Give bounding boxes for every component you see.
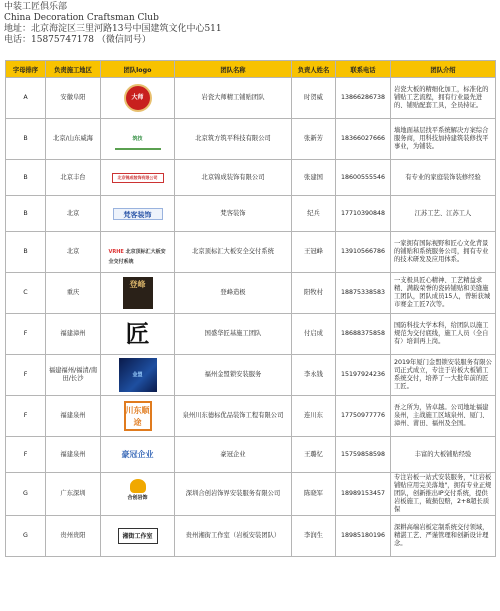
col-header-intro: 团队介绍 xyxy=(391,61,496,78)
row-leader: 付启成 xyxy=(292,314,336,355)
row-intro: 国防科技大学本科，给团队以施工规范为交付底线，施工人员（全自有）培训再上岗。 xyxy=(391,314,496,355)
row-team-name: 福州金盟锁安装服务 xyxy=(175,355,292,396)
row-letter: C xyxy=(6,273,46,314)
table-row xyxy=(6,437,496,473)
table-row xyxy=(6,314,496,355)
club-address: 地址：北京海淀区三里河路13号中国建筑文化中心511 xyxy=(4,24,222,34)
row-phone: 15759858598 xyxy=(336,437,391,473)
row-intro: 一支极具匠心精神、工艺精益求精、满载荣誉的瓷砖铺贴和美缝施工团队，团队成员15人，曾斩获城市赛金工匠7次等。 xyxy=(391,273,496,314)
row-region: 贵州贵阳 xyxy=(46,516,101,557)
row-phone: 17710390848 xyxy=(336,196,391,232)
row-intro: 2019年厦门金盟锁安装服务有限公司正式成立，专注于岩板大板铺工系统交付，培养了一大批年前的匠工匠。 xyxy=(391,355,496,396)
row-region: 重庆 xyxy=(46,273,101,314)
row-intro: 一家拥有国际视野和匠心文化背景的铺贴和系统服务公司，拥有专业的技术研发及应用体系。 xyxy=(391,232,496,273)
team-logo: 豪冠企业 xyxy=(114,448,162,462)
row-leader: 王冠峰 xyxy=(292,232,336,273)
row-letter: B xyxy=(6,160,46,196)
row-leader: 连川东 xyxy=(292,396,336,437)
col-header-logo: 团队logo xyxy=(101,61,175,78)
row-team-name: 梵客装饰 xyxy=(175,196,292,232)
row-intro: 岩瓷大板的精细化加工，标准化的铺贴工艺流程，拥有行业最先进的、铺贴配套工具，全员持证。 xyxy=(391,78,496,119)
row-region: 安徽阜阳 xyxy=(46,78,101,119)
row-phone: 18366027666 xyxy=(336,119,391,160)
row-phone: 15197924236 xyxy=(336,355,391,396)
row-phone: 18688375858 xyxy=(336,314,391,355)
table-row xyxy=(6,355,496,396)
table-row xyxy=(6,396,496,437)
table-row xyxy=(6,196,496,232)
row-intro: 丰富的大板铺贴经验 xyxy=(391,437,496,473)
table-row xyxy=(6,160,496,196)
row-region: 福建福州/福清/南田/长沙 xyxy=(46,355,101,396)
row-leader: 李润生 xyxy=(292,516,336,557)
row-letter: B xyxy=(6,196,46,232)
row-letter: F xyxy=(6,314,46,355)
row-team-name: 豪冠企业 xyxy=(175,437,292,473)
team-logo: 金盟 xyxy=(119,358,157,392)
team-logo: 登峰 xyxy=(123,277,153,309)
row-leader: 张建国 xyxy=(292,160,336,196)
row-phone: 18875338583 xyxy=(336,273,391,314)
row-intro: 墙地面基层找平系统解决方案综合服务商，用科技加持建筑装修找平事业，为铺装。 xyxy=(391,119,496,160)
row-letter: B xyxy=(6,119,46,160)
row-leader: 张新芳 xyxy=(292,119,336,160)
row-letter: G xyxy=(6,473,46,516)
table-row xyxy=(6,516,496,557)
row-leader: 时贺威 xyxy=(292,78,336,119)
row-team-name: 北京顶标汇大板安全交付系统 xyxy=(175,232,292,273)
club-name-english: China Decoration Craftsman Club xyxy=(4,13,159,23)
row-team-name: 国盛华匠基施工团队 xyxy=(175,314,292,355)
team-directory-table xyxy=(5,60,496,557)
row-logo-cell xyxy=(101,196,175,232)
row-region: 福建泉州 xyxy=(46,437,101,473)
row-region: 福建漳州 xyxy=(46,314,101,355)
row-leader: 陈晓军 xyxy=(292,473,336,516)
table-row xyxy=(6,273,496,314)
club-phone: 电话：15875747178 （微信同号） xyxy=(4,35,151,45)
row-intro: 江苏工艺、江苏工人 xyxy=(391,196,496,232)
team-logo xyxy=(117,479,159,509)
row-letter: B xyxy=(6,232,46,273)
row-logo-cell xyxy=(101,516,175,557)
row-logo-cell xyxy=(101,473,175,516)
row-region: 北京/山东威海 xyxy=(46,119,101,160)
team-logo: 匠 xyxy=(123,319,153,349)
row-letter: A xyxy=(6,78,46,119)
row-team-name: 贵州湘街工作室（岩板安装团队） xyxy=(175,516,292,557)
row-phone: 18989153457 xyxy=(336,473,391,516)
team-logo: 湘街工作室 xyxy=(118,528,158,544)
row-letter: F xyxy=(6,437,46,473)
row-team-name: 岩瓷大师精工铺贴团队 xyxy=(175,78,292,119)
col-header-letter: 字母排序 xyxy=(6,61,46,78)
row-team-name: 北京锦成装饰有限公司 xyxy=(175,160,292,196)
row-region: 北京 xyxy=(46,196,101,232)
table-row xyxy=(6,78,496,119)
row-letter: F xyxy=(6,396,46,437)
row-region: 福建泉州 xyxy=(46,396,101,437)
row-region: 广东深圳 xyxy=(46,473,101,516)
table-row xyxy=(6,232,496,273)
row-logo-cell xyxy=(101,232,175,273)
team-logo-mark: VRHE xyxy=(108,249,124,255)
row-intro: 吾之所为，皆卓越。公司地址福建泉州，主战施工区域泉州、厦门、漳州、莆田、福州及全国。 xyxy=(391,396,496,437)
team-logo: 筑技 xyxy=(115,128,161,150)
club-name: 中装工匠俱乐部 xyxy=(4,2,68,12)
row-letter: F xyxy=(6,355,46,396)
row-team-name: 泉州川东德标优品装饰工程有限公司 xyxy=(175,396,292,437)
row-logo-cell xyxy=(101,160,175,196)
table-header-row xyxy=(6,61,496,78)
row-phone: 17750977776 xyxy=(336,396,391,437)
row-leader: 纪兵 xyxy=(292,196,336,232)
row-region: 北京丰台 xyxy=(46,160,101,196)
col-header-team-name: 团队名称 xyxy=(175,61,292,78)
col-header-leader: 负责人姓名 xyxy=(292,61,336,78)
row-letter: G xyxy=(6,516,46,557)
team-logo-text: 北京顶标汇大板安全交付系统 xyxy=(108,249,166,265)
row-logo-cell xyxy=(101,314,175,355)
row-team-name: 深圳合创岩饰界安装服务有限公司 xyxy=(175,473,292,516)
row-intro: 专注岩板一站式安装服务，"让岩板铺贴应用完美落地"，拥有专业正规团队，创新推出IP交付系统，提供岩板施工，破损包赔，2+8超长质保 xyxy=(391,473,496,516)
row-phone: 18985180196 xyxy=(336,516,391,557)
row-phone: 13866286738 xyxy=(336,78,391,119)
team-logo-text: 合创岩饰 xyxy=(127,495,148,501)
team-logo: 梵客装饰 xyxy=(113,208,163,220)
row-region: 北京 xyxy=(46,232,101,273)
table-row xyxy=(6,119,496,160)
row-leader: 李永钱 xyxy=(292,355,336,396)
row-team-name: 北京筑方筑平科技有限公司 xyxy=(175,119,292,160)
col-header-phone: 联系电话 xyxy=(336,61,391,78)
row-team-name: 登峰造极 xyxy=(175,273,292,314)
team-logo: 北京锦成装饰有限公司 xyxy=(112,173,164,183)
row-logo-cell xyxy=(101,273,175,314)
team-logo-emblem-icon xyxy=(130,479,146,493)
row-logo-cell xyxy=(101,355,175,396)
team-logo: 大师 xyxy=(124,84,152,112)
row-intro: 有专业的家庭装饰装修经验 xyxy=(391,160,496,196)
row-leader: 阳牧村 xyxy=(292,273,336,314)
club-header xyxy=(0,0,500,60)
col-header-region: 负责施工地区 xyxy=(46,61,101,78)
row-logo-cell xyxy=(101,437,175,473)
row-logo-cell xyxy=(101,78,175,119)
table-row xyxy=(6,473,496,516)
row-leader: 王璐忆 xyxy=(292,437,336,473)
row-logo-cell xyxy=(101,396,175,437)
row-intro: 深耕高端岩板定制系统交付领域，精湛工艺、严谨管理和创新设计理念。 xyxy=(391,516,496,557)
team-logo xyxy=(108,247,167,265)
row-logo-cell xyxy=(101,119,175,160)
team-logo: 川东顺途 xyxy=(124,401,152,431)
row-phone: 13910566786 xyxy=(336,232,391,273)
row-phone: 18600555546 xyxy=(336,160,391,196)
